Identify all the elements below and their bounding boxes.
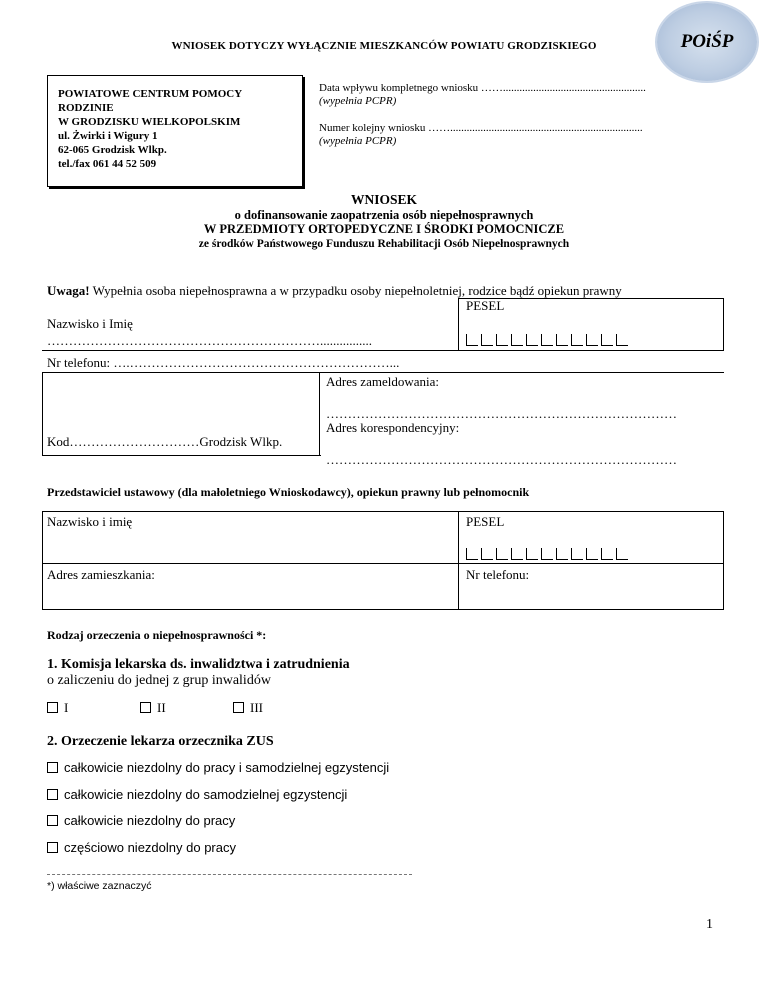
- receipt-date-note: (wypełnia PCPR): [319, 95, 397, 107]
- table-line: [319, 372, 320, 456]
- checkbox[interactable]: [47, 762, 58, 773]
- footnote-separator: [47, 874, 412, 875]
- receipt-date-label[interactable]: Data wpływu kompletnego wniosku ……....................................................: [319, 82, 646, 94]
- table-line: [42, 511, 43, 610]
- table-line: [458, 298, 459, 350]
- name-label: Nazwisko i Imię: [47, 316, 133, 331]
- representative-heading: Przedstawiciel ustawowy (dla małoletniego Wnioskodawcy), opiekun prawny lub pełnomocnik: [47, 485, 530, 499]
- reg-address-label: Adres zameldowania:: [326, 374, 439, 389]
- receipt-number-note: (wypełnia PCPR): [319, 135, 397, 147]
- corr-address-label: Adres korespondencyjny:: [326, 420, 460, 435]
- table-line: [42, 563, 724, 564]
- zus-option[interactable]: całkowicie niezdolny do pracy i samodzielnej egzystencji: [47, 760, 389, 775]
- receipt-number-label[interactable]: Numer kolejny wniosku ……......................................................................: [319, 122, 643, 134]
- rep-phone-label[interactable]: Nr telefonu:: [466, 567, 530, 582]
- zus-option[interactable]: częściowo niezdolny do pracy: [47, 840, 236, 855]
- form-title-line1: WNIOSEK: [350, 192, 418, 207]
- table-line: [723, 298, 724, 350]
- table-line: [42, 455, 321, 456]
- table-line: [42, 372, 43, 456]
- form-title-line2: o dofinansowanie zaopatrzenia osób niepełnosprawnych: [234, 207, 534, 222]
- form-title-line4: ze środków Państwowego Funduszu Rehabilitacji Osób Niepełnosprawnych: [198, 237, 570, 250]
- receipt-date: [319, 82, 646, 108]
- corr-address-input[interactable]: ………………………………………………………………………: [326, 452, 677, 467]
- logo-text: POiŚP: [680, 31, 734, 52]
- form-title: [0, 193, 768, 251]
- table-line: [42, 350, 724, 351]
- table-line: [723, 511, 724, 610]
- table-line: [42, 511, 724, 512]
- postcode-input[interactable]: Kod…………………………Grodzisk Wlkp.: [47, 434, 283, 449]
- section2-title: 2. Orzeczenie lekarza orzecznika ZUS: [47, 734, 274, 749]
- table-line: [42, 609, 724, 610]
- group-option-iii[interactable]: III: [233, 700, 263, 716]
- group-option-i[interactable]: I: [47, 700, 68, 716]
- zus-option[interactable]: całkowicie niezdolny do pracy: [47, 813, 235, 828]
- group-option-ii[interactable]: II: [140, 700, 166, 716]
- institution-line: RODZINIE: [58, 102, 114, 114]
- institution-line: ul. Żwirki i Wigury 1: [58, 130, 158, 142]
- table-line: [458, 511, 459, 610]
- rep-pesel-input[interactable]: [466, 548, 628, 560]
- footnote: *) właściwe zaznaczyć: [47, 880, 152, 892]
- table-line: [42, 372, 724, 373]
- institution-line: tel./fax 061 44 52 509: [58, 158, 157, 170]
- institution-line: 62-065 Grodzisk Wlkp.: [58, 144, 167, 156]
- header-title: WNIOSEK DOTYCZY WYŁĄCZNIE MIESZKANCÓW POWIATU GRODZISKIEGO: [171, 40, 597, 52]
- notice: [47, 283, 622, 299]
- section1-subtitle: o zaliczeniu do jednej z grup inwalidów: [47, 673, 271, 688]
- institution-line: W GRODZISKU WIELKOPOLSKIM: [58, 116, 241, 128]
- section1-title: 1. Komisja lekarska ds. inwalidztwa i zatrudnienia: [47, 657, 350, 672]
- rep-address-label[interactable]: Adres zamieszkania:: [47, 567, 155, 582]
- checkbox[interactable]: [47, 815, 58, 826]
- rep-pesel-label: PESEL: [466, 514, 505, 529]
- checkbox[interactable]: [47, 702, 58, 713]
- page-number: 1: [706, 917, 713, 932]
- notice-text: Wypełnia osoba niepełnosprawna a w przypadku osoby niepełnoletniej, rodzice bądź opiekun prawny: [89, 283, 622, 298]
- pesel-input[interactable]: [466, 334, 628, 346]
- institution-line: POWIATOWE CENTRUM POMOCY: [58, 88, 243, 100]
- phone-input[interactable]: Nr telefonu: ….……………………………………………………...: [47, 355, 400, 370]
- pesel-label: PESEL: [466, 298, 505, 313]
- notice-bold: Uwaga!: [47, 283, 90, 298]
- checkbox[interactable]: [47, 842, 58, 853]
- reg-address-input[interactable]: ………………………………………………………………………: [326, 406, 677, 421]
- checkbox[interactable]: [233, 702, 244, 713]
- institution-box: [47, 75, 303, 187]
- name-input[interactable]: ………………………………………………………................: [47, 333, 372, 348]
- form-title-line3: W PRZEDMIOTY ORTOPEDYCZNE I ŚRODKI POMOCNICZE: [203, 222, 565, 236]
- checkbox[interactable]: [140, 702, 151, 713]
- checkbox[interactable]: [47, 789, 58, 800]
- receipt-number: [319, 122, 643, 148]
- rep-name-label[interactable]: Nazwisko i imię: [47, 514, 133, 529]
- disability-heading: Rodzaj orzeczenia o niepełnosprawności *:: [47, 628, 267, 642]
- zus-option[interactable]: całkowicie niezdolny do samodzielnej egzystencji: [47, 787, 347, 802]
- poisp-logo: [657, 3, 757, 81]
